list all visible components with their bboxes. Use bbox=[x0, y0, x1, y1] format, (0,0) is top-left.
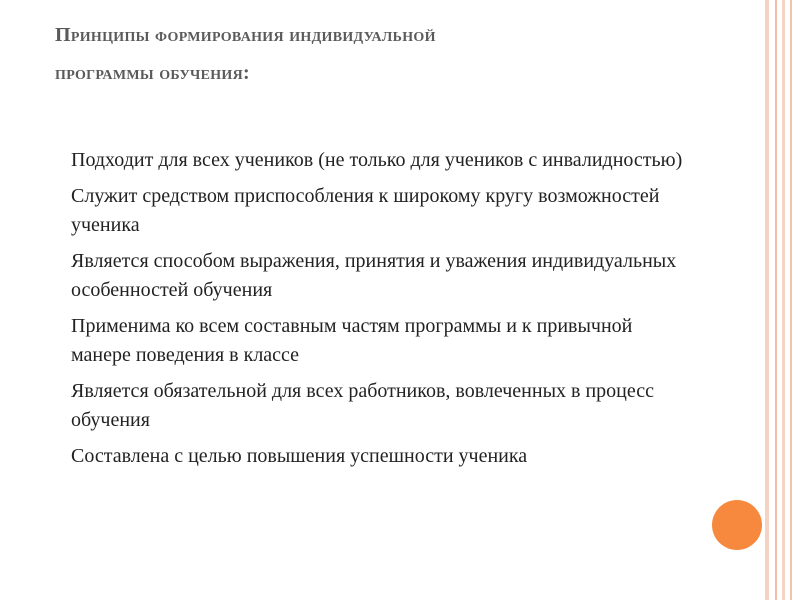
list-item-text: Подходит для всех учеников (не только для учеников с инвалидностью) bbox=[71, 149, 683, 171]
slide-title-line-2: программы обучения: bbox=[55, 62, 250, 84]
list-item bbox=[44, 146, 684, 175]
list-item-text: Является обязательной для всех работников, вовлеченных в процесс обучения bbox=[71, 380, 654, 431]
decorative-stripe bbox=[782, 0, 785, 600]
list-item-text: Является способом выражения, принятия и уважения индивидуальных особенностей обучения bbox=[71, 250, 677, 301]
bullet-list bbox=[44, 146, 684, 478]
decorative-stripe bbox=[765, 0, 769, 600]
decorative-circle bbox=[712, 500, 762, 550]
list-item bbox=[44, 247, 684, 305]
list-item bbox=[44, 182, 684, 240]
slide-title-line-1: Принципы формирования индивидуальной bbox=[55, 24, 436, 46]
decorative-stripe bbox=[775, 0, 777, 600]
list-item bbox=[44, 377, 684, 435]
list-item-text: Служит средством приспособления к широкому кругу возможностей ученика bbox=[71, 185, 660, 236]
decorative-stripe bbox=[790, 0, 792, 600]
list-item bbox=[44, 442, 684, 471]
slide-title bbox=[55, 16, 735, 92]
list-item bbox=[44, 312, 684, 370]
list-item-text: Применима ко всем составным частям программы и к привычной манере поведения в классе bbox=[71, 315, 633, 366]
list-item-text: Составлена с целью повышения успешности ученика bbox=[71, 445, 528, 467]
